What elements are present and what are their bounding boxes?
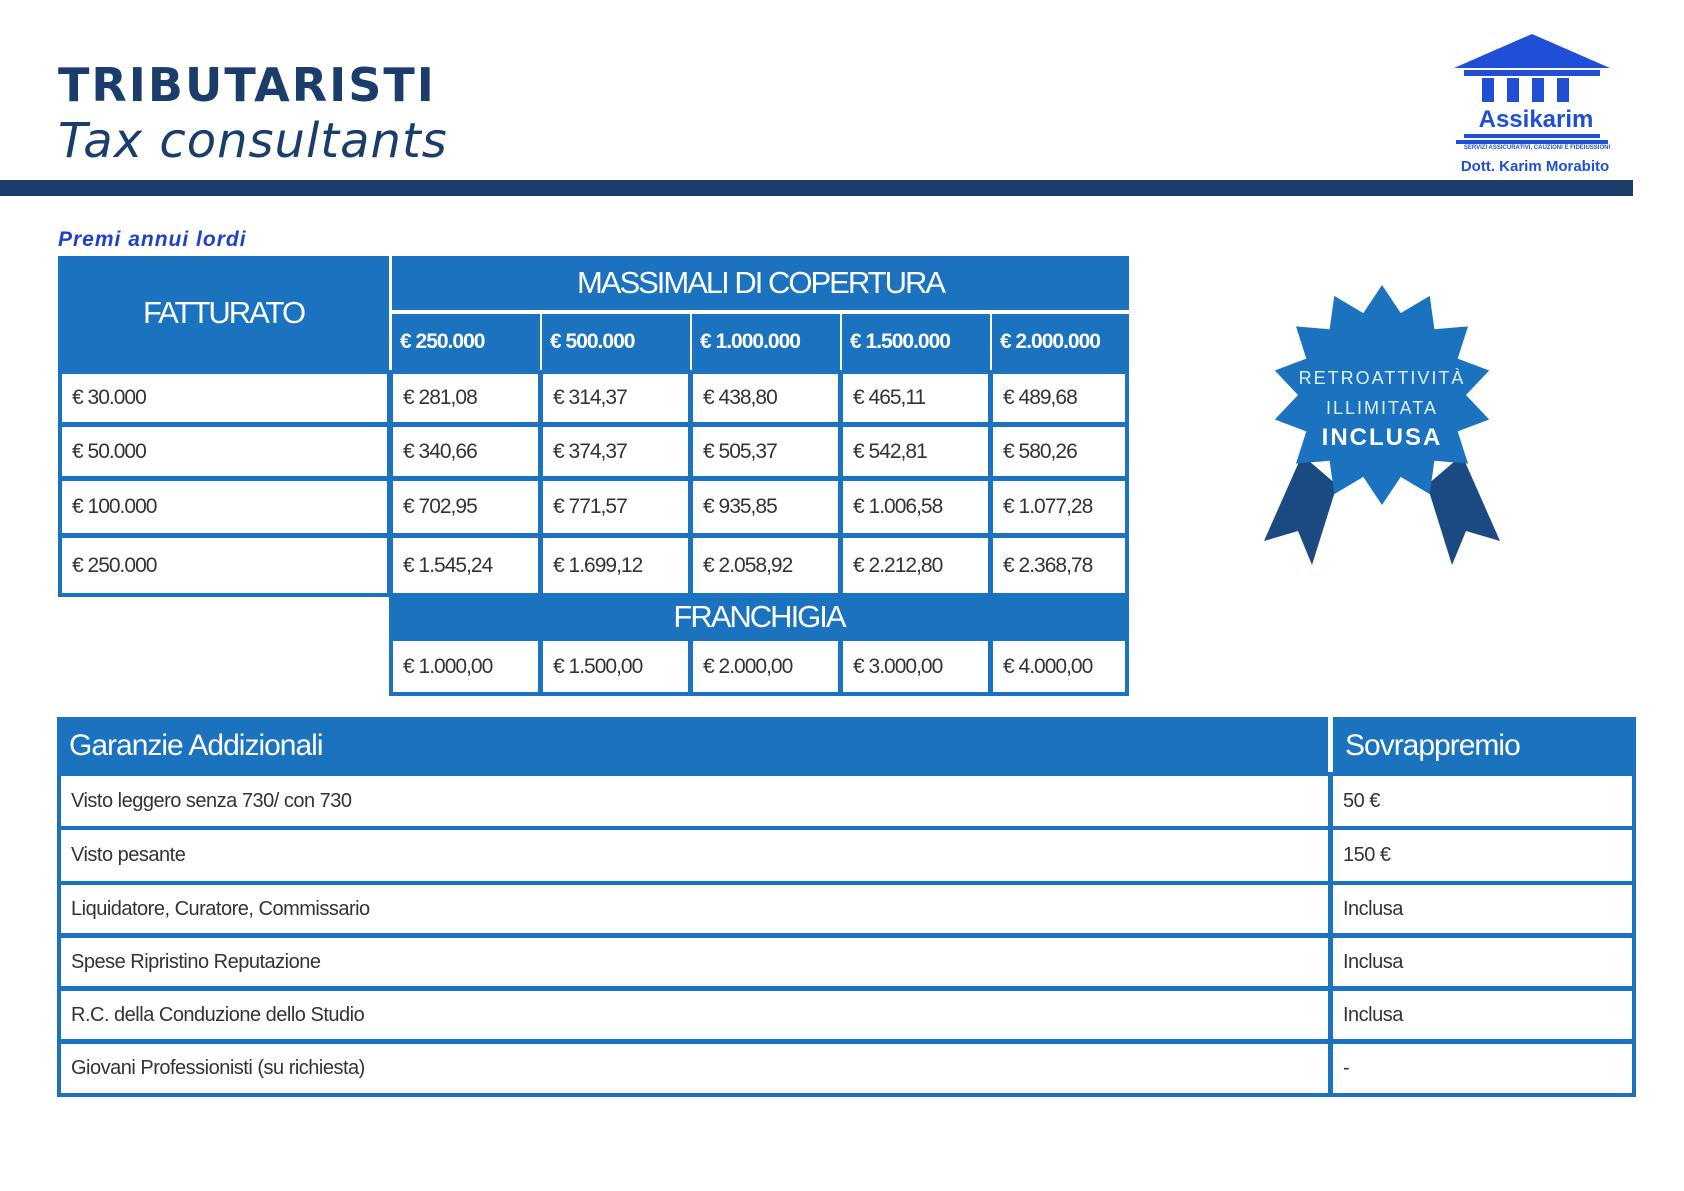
- premium-cell: € 505,37: [689, 423, 842, 480]
- column-header: € 500.000: [542, 314, 690, 370]
- garanzia-value: Inclusa: [1329, 934, 1636, 990]
- premium-cell: € 314,37: [539, 370, 692, 426]
- premium-cell: € 374,37: [539, 423, 692, 480]
- premium-cell: € 2.368,78: [989, 534, 1129, 597]
- premium-cell: € 340,66: [389, 423, 542, 480]
- premium-cell: € 281,08: [389, 370, 542, 426]
- garanzia-name: Giovani Professionisti (su richiesta): [57, 1040, 1332, 1097]
- premium-cell: € 2.212,80: [839, 534, 992, 597]
- premium-cell: € 771,57: [539, 477, 692, 537]
- premium-cell: € 1.545,24: [389, 534, 542, 597]
- garanzia-name: Visto pesante: [57, 826, 1332, 885]
- premium-cell: € 465,11: [839, 370, 992, 426]
- fatturato-cell: € 50.000: [58, 423, 391, 480]
- franchigia-cell: € 3.000,00: [839, 637, 992, 696]
- badge-line3: INCLUSA: [1321, 424, 1443, 451]
- header-divider: [0, 180, 1633, 196]
- garanzia-value: 50 €: [1329, 772, 1636, 831]
- premium-cell: € 2.058,92: [689, 534, 842, 597]
- logo-brand: Assikarim: [1478, 106, 1594, 133]
- badge-line1: RETROATTIVITÀ: [1298, 368, 1466, 388]
- premium-cell: € 1.006,58: [839, 477, 992, 537]
- logo-tagline: SERVIZI ASSICURATIVI, CAUZIONI E FIDEIUSSIONI: [1463, 145, 1611, 151]
- garanzia-name: R.C. della Conduzione dello Studio: [57, 987, 1332, 1043]
- garanzia-value: -: [1329, 1040, 1636, 1097]
- garanzia-value: Inclusa: [1329, 881, 1636, 937]
- column-header: € 2.000.000: [992, 314, 1129, 370]
- garanzia-name: Visto leggero senza 730/ con 730: [57, 772, 1332, 831]
- page-title: TRIBUTARISTI: [58, 58, 436, 112]
- fatturato-cell: € 100.000: [58, 477, 391, 537]
- column-header: € 250.000: [392, 314, 540, 370]
- page-subtitle: Tax consultants: [58, 113, 448, 169]
- garanzie-header: Garanzie Addizionali: [57, 717, 1328, 775]
- sovrappremio-header: Sovrappremio: [1333, 717, 1636, 775]
- premium-cell: € 580,26: [989, 423, 1129, 480]
- franchigia-cell: € 4.000,00: [989, 637, 1129, 696]
- fatturato-cell: € 30.000: [58, 370, 391, 426]
- logo-owner: Dott. Karim Morabito: [1460, 158, 1610, 175]
- garanzia-name: Spese Ripristino Reputazione: [57, 934, 1332, 990]
- premium-cell: € 438,80: [689, 370, 842, 426]
- garanzia-value: 150 €: [1329, 826, 1636, 885]
- premium-cell: € 935,85: [689, 477, 842, 537]
- franchigia-header: FRANCHIGIA: [389, 594, 1129, 640]
- massimali-header: MASSIMALI DI COPERTURA: [392, 256, 1129, 310]
- premium-cell: € 1.699,12: [539, 534, 692, 597]
- badge-line2: ILLIMITATA: [1325, 398, 1438, 418]
- garanzia-name: Liquidatore, Curatore, Commissario: [57, 881, 1332, 937]
- garanzia-value: Inclusa: [1329, 987, 1636, 1043]
- premium-cell: € 489,68: [989, 370, 1129, 426]
- franchigia-cell: € 2.000,00: [689, 637, 842, 696]
- premium-cell: € 1.077,28: [989, 477, 1129, 537]
- premi-label: Premi annui lordi: [58, 228, 247, 251]
- column-header: € 1.000.000: [692, 314, 840, 370]
- premium-cell: € 542,81: [839, 423, 992, 480]
- franchigia-cell: € 1.500,00: [539, 637, 692, 696]
- fatturato-cell: € 250.000: [58, 534, 391, 597]
- premium-cell: € 702,95: [389, 477, 542, 537]
- fatturato-header: FATTURATO: [58, 256, 389, 370]
- column-header: € 1.500.000: [842, 314, 990, 370]
- franchigia-cell: € 1.000,00: [389, 637, 542, 696]
